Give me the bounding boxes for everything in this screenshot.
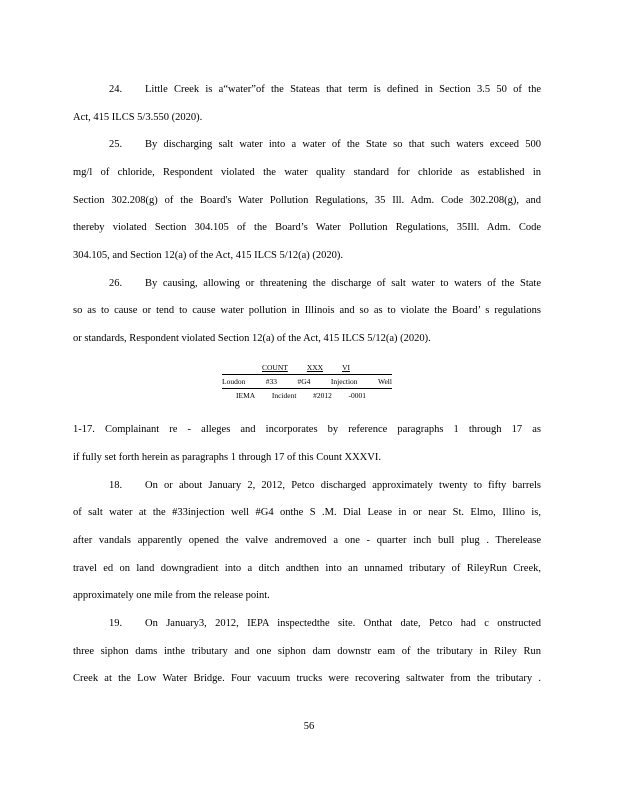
paragraph-line: By discharging salt water into a water of the State so that such waters exceed 500 bbox=[145, 139, 541, 150]
paragraph-line: travel ed on land downgradient into a ditch andthen into an unnamed tributary of RileyRun Creek, bbox=[73, 563, 541, 574]
paragraph-line: approximately one mile from the release point. bbox=[73, 590, 270, 601]
paragraph-number: 18. bbox=[109, 480, 123, 491]
paragraph-line: By causing, allowing or threatening the discharge of salt water to waters of the State bbox=[145, 278, 541, 289]
paragraph-line: mg/l of chloride, Respondent violated the water quality standard for chloride as established in bbox=[73, 167, 541, 178]
paragraph-line: so as to cause or tend to cause water pollution in Illinois and so as to violate the Board’ s regulations bbox=[73, 305, 541, 316]
count-heading-subtitle: Loudon #33 #G4 Injection Well bbox=[222, 374, 392, 389]
paragraph-line: Little Creek is a“water”of the Stateas that term is defined in Section 3.5 50 of the bbox=[145, 84, 541, 95]
paragraph-26 bbox=[73, 270, 541, 298]
paragraph-line: 304.105, and Section 12(a) of the Act, 415 ILCS 5/12(a) (2020). bbox=[73, 250, 344, 261]
paragraph-number: 19. bbox=[109, 618, 123, 629]
paragraph-1-17 bbox=[73, 416, 541, 444]
count-heading-title: COUNT XXX VI bbox=[262, 363, 350, 372]
paragraph-line: Act, 415 ILCS 5/3.550 (2020). bbox=[73, 112, 203, 123]
paragraph-line: thereby violated Section 304.105 of the Board’s Water Pollution Regulations, 35Ill. Adm. Code bbox=[73, 222, 541, 233]
paragraph-line: Section 302.208(g) of the Board's Water Pollution Regulations, 35 Ill. Adm. Code 302.208(g), and bbox=[73, 195, 541, 206]
paragraph-line: Creek at the Low Water Bridge. Four vacuum trucks were recovering saltwater from the tributary . bbox=[73, 673, 541, 684]
paragraph-line: On January3, 2012, IEPA inspectedthe site. Onthat date, Petco had c onstructed bbox=[145, 618, 541, 629]
paragraph-line: after vandals apparently opened the valve andremoved a one - quarter inch bull plug . Therelease bbox=[73, 535, 541, 546]
paragraph-number: 26. bbox=[109, 278, 123, 289]
page-number: 56 bbox=[303, 721, 315, 732]
paragraph-line: three siphon dams inthe tributary and one siphon dam downstr eam of the tributary in Riley Run bbox=[73, 646, 541, 657]
paragraph-19 bbox=[73, 610, 541, 638]
paragraph-line: if fully set forth herein as paragraphs 1 through 17 of this Count XXXVI. bbox=[73, 452, 381, 463]
paragraph-line: of salt water at the #33injection well #G4 onthe S .M. Dial Lease in or near St. Elmo, Illino is, bbox=[73, 507, 541, 518]
count-heading bbox=[222, 361, 392, 402]
paragraph-number: 24. bbox=[109, 84, 123, 95]
paragraph-line: or standards, Respondent violated Section 12(a) of the Act, 415 ILCS 5/12(a) (2020). bbox=[73, 333, 431, 344]
paragraph-24 bbox=[73, 76, 541, 104]
count-heading-incident: IEMA Incident #2012 -0001 bbox=[236, 391, 366, 400]
paragraph-number: 25. bbox=[109, 139, 123, 150]
paragraph-line: On or about January 2, 2012, Petco discharged approximately twenty to fifty barrels bbox=[145, 480, 541, 491]
paragraph-18 bbox=[73, 472, 541, 500]
paragraph-line: 1-17. Complainant re - alleges and incorporates by reference paragraphs 1 through 17 as bbox=[73, 424, 541, 435]
paragraph-25 bbox=[73, 131, 541, 159]
